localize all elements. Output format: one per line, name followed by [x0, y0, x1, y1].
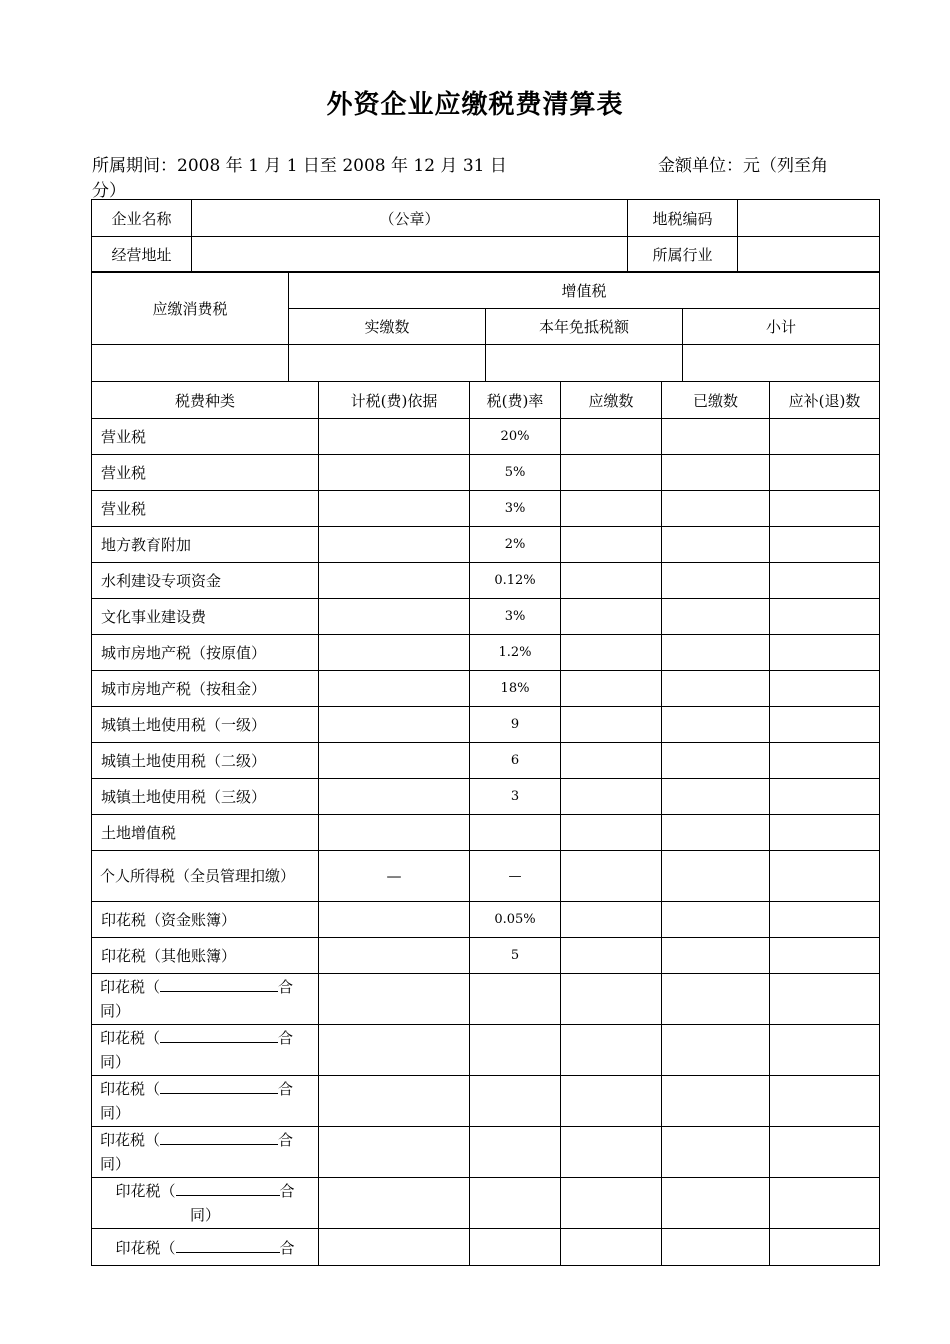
blank-line [160, 1130, 278, 1145]
subtotal-label: 小计 [683, 309, 880, 345]
balance-cell[interactable] [770, 491, 880, 527]
table-row [92, 743, 880, 779]
table-row [92, 1025, 880, 1076]
rate-cell[interactable]: 3% [470, 491, 561, 527]
balance-cell[interactable] [770, 974, 880, 1025]
payable-cell[interactable] [561, 707, 662, 743]
paid-cell[interactable] [662, 527, 770, 563]
stamp-prefix: 印花税（ [115, 1238, 176, 1257]
vat-table [91, 271, 880, 382]
consumption-tax-label: 应缴消费税 [92, 272, 289, 345]
table-row [92, 491, 880, 527]
paid-cell[interactable] [662, 1127, 770, 1178]
balance-cell[interactable] [770, 671, 880, 707]
rate-cell[interactable] [470, 1076, 561, 1127]
stamp-suffix: 合 [278, 1080, 294, 1098]
balance-cell[interactable] [770, 599, 880, 635]
column-header: 已缴数 [662, 382, 770, 419]
basis-cell[interactable] [319, 1025, 470, 1076]
consumption-tax-field[interactable] [92, 345, 289, 382]
stamp-prefix: 印花税（ [100, 1029, 161, 1047]
basis-cell[interactable] [319, 743, 470, 779]
payable-cell[interactable] [561, 938, 662, 974]
industry-label: 所属行业 [628, 237, 738, 273]
table-row [92, 419, 880, 455]
stamp-suffix-b: 同） [100, 1053, 131, 1071]
balance-cell[interactable] [770, 815, 880, 851]
payable-cell[interactable] [561, 563, 662, 599]
payable-cell[interactable] [561, 455, 662, 491]
stamp-tax-contract-cell[interactable] [92, 1229, 319, 1266]
basis-cell[interactable] [319, 563, 470, 599]
company-name-field[interactable]: （公章） [192, 200, 628, 237]
paid-cell[interactable] [662, 707, 770, 743]
balance-cell[interactable] [770, 779, 880, 815]
stamp-suffix: 合 [278, 1029, 294, 1047]
payable-cell[interactable] [561, 671, 662, 707]
tax-code-field[interactable] [738, 200, 880, 237]
balance-cell[interactable] [770, 1127, 880, 1178]
actual-paid-label: 实缴数 [289, 309, 486, 345]
paid-cell[interactable] [662, 974, 770, 1025]
tax-type-cell: 个人所得税（全员管理扣缴） [92, 851, 319, 902]
paid-cell[interactable] [662, 563, 770, 599]
basis-cell[interactable] [319, 779, 470, 815]
stamp-prefix: 印花税（ [100, 1080, 161, 1098]
basis-cell[interactable] [319, 902, 470, 938]
industry-field[interactable] [738, 237, 880, 273]
column-header: 计税(费)依据 [319, 382, 470, 419]
paid-cell[interactable] [662, 1178, 770, 1229]
tax-type-cell: 印花税（其他账簿） [92, 938, 319, 974]
rate-cell[interactable] [470, 1025, 561, 1076]
unit-text: 金额单位：元（列至角 [658, 156, 828, 176]
balance-cell[interactable] [770, 902, 880, 938]
tax-code-label: 地税编码 [628, 200, 738, 237]
rate-cell[interactable] [470, 815, 561, 851]
paid-cell[interactable] [662, 419, 770, 455]
payable-cell[interactable] [561, 419, 662, 455]
payable-cell[interactable] [561, 974, 662, 1025]
unit-text-cont: 分） [92, 181, 126, 201]
payable-cell[interactable] [561, 491, 662, 527]
page-title: 外资企业应缴税费清算表 [326, 90, 624, 120]
paid-cell[interactable] [662, 455, 770, 491]
tax-type-cell: 营业税 [92, 419, 319, 455]
rate-cell[interactable]: 3 [470, 779, 561, 815]
table-row [92, 779, 880, 815]
table-row [92, 851, 880, 902]
balance-cell[interactable] [770, 563, 880, 599]
tax-type-cell: 土地增值税 [92, 815, 319, 851]
actual-paid-field[interactable] [289, 345, 486, 382]
tax-detail-table [91, 381, 880, 1266]
tax-type-cell: 城市房地产税（按原值） [92, 635, 319, 671]
balance-cell[interactable] [770, 1229, 880, 1266]
rate-cell[interactable] [470, 974, 561, 1025]
rate-cell[interactable]: 18% [470, 671, 561, 707]
stamp-suffix-b: 同） [189, 1206, 220, 1224]
payable-cell[interactable] [561, 1025, 662, 1076]
tax-type-cell: 营业税 [92, 455, 319, 491]
table-row [92, 815, 880, 851]
paid-cell[interactable] [662, 1229, 770, 1266]
period-text: 所属期间：2008 年 1 月 1 日至 2008 年 12 月 31 日 [92, 156, 507, 176]
column-header: 税费种类 [92, 382, 319, 419]
paid-cell[interactable] [662, 1076, 770, 1127]
table-row [92, 1229, 880, 1266]
tax-type-cell: 地方教育附加 [92, 527, 319, 563]
table-row [92, 1127, 880, 1178]
paid-cell[interactable] [662, 671, 770, 707]
rate-cell[interactable] [470, 1127, 561, 1178]
paid-cell[interactable] [662, 938, 770, 974]
tax-type-cell: 城镇土地使用税（一级） [92, 707, 319, 743]
rate-cell[interactable]: 3% [470, 599, 561, 635]
table-row [92, 671, 880, 707]
basis-cell[interactable] [319, 527, 470, 563]
rate-cell[interactable]: 5 [470, 938, 561, 974]
blank-line [160, 977, 278, 992]
stamp-suffix: 合 [279, 1238, 295, 1257]
table-row [92, 902, 880, 938]
paid-cell[interactable] [662, 779, 770, 815]
stamp-prefix: 印花税（ [115, 1182, 176, 1200]
rate-cell[interactable] [470, 1229, 561, 1266]
balance-cell[interactable] [770, 707, 880, 743]
payable-cell[interactable] [561, 527, 662, 563]
rate-cell[interactable]: 5% [470, 455, 561, 491]
payable-cell[interactable] [561, 1178, 662, 1229]
info-table [91, 199, 880, 273]
table-row [92, 527, 880, 563]
column-header: 应缴数 [561, 382, 662, 419]
payable-cell[interactable] [561, 902, 662, 938]
table-row [92, 563, 880, 599]
payable-cell[interactable] [561, 743, 662, 779]
balance-cell[interactable] [770, 419, 880, 455]
rate-cell[interactable]: — [470, 851, 561, 902]
balance-cell[interactable] [770, 1025, 880, 1076]
table-row [92, 1178, 880, 1229]
company-name-label: 企业名称 [92, 200, 192, 237]
rate-cell[interactable]: 0.12% [470, 563, 561, 599]
stamp-tax-contract-cell[interactable] [92, 1178, 319, 1229]
tax-type-cell: 城市房地产税（按租金） [92, 671, 319, 707]
balance-cell[interactable] [770, 527, 880, 563]
basis-cell[interactable] [319, 707, 470, 743]
basis-cell[interactable] [319, 635, 470, 671]
balance-cell[interactable] [770, 938, 880, 974]
blank-line [176, 1238, 280, 1253]
basis-cell[interactable] [319, 1178, 470, 1229]
table-header-row [92, 382, 880, 419]
stamp-prefix: 印花税（ [100, 978, 161, 996]
address-field[interactable] [192, 237, 628, 273]
payable-cell[interactable] [561, 851, 662, 902]
stamp-suffix-b: 同） [100, 1104, 131, 1122]
rate-cell[interactable]: 9 [470, 707, 561, 743]
rate-cell[interactable]: 20% [470, 419, 561, 455]
basis-cell[interactable] [319, 599, 470, 635]
table-row [92, 635, 880, 671]
rate-cell[interactable] [470, 1178, 561, 1229]
tax-rows [92, 419, 880, 974]
blank-line [160, 1028, 278, 1043]
rate-cell[interactable]: 6 [470, 743, 561, 779]
payable-cell[interactable] [561, 1127, 662, 1178]
basis-cell[interactable] [319, 815, 470, 851]
paid-cell[interactable] [662, 599, 770, 635]
payable-cell[interactable] [561, 1076, 662, 1127]
tax-type-cell: 水利建设专项资金 [92, 563, 319, 599]
rate-cell[interactable]: 1.2% [470, 635, 561, 671]
balance-cell[interactable] [770, 851, 880, 902]
paid-cell[interactable] [662, 1025, 770, 1076]
balance-cell[interactable] [770, 635, 880, 671]
balance-cell[interactable] [770, 1178, 880, 1229]
paid-cell[interactable] [662, 902, 770, 938]
basis-cell[interactable] [319, 455, 470, 491]
exempt-amount-field[interactable] [486, 345, 683, 382]
table-row [92, 1076, 880, 1127]
stamp-suffix-b: 同） [100, 1002, 131, 1020]
payable-cell[interactable] [561, 779, 662, 815]
table-row [92, 599, 880, 635]
basis-cell[interactable] [319, 419, 470, 455]
tax-type-cell: 印花税（资金账簿） [92, 902, 319, 938]
table-row [92, 707, 880, 743]
basis-cell[interactable] [319, 1076, 470, 1127]
basis-cell[interactable]: — [319, 851, 470, 902]
exempt-amount-label: 本年免抵税额 [486, 309, 683, 345]
paid-cell[interactable] [662, 815, 770, 851]
paid-cell[interactable] [662, 635, 770, 671]
stamp-tax-contract-cell[interactable] [92, 974, 319, 1025]
address-label: 经营地址 [92, 237, 192, 273]
basis-cell[interactable] [319, 491, 470, 527]
stamp-suffix: 合 [278, 978, 294, 996]
vat-label: 增值税 [289, 272, 880, 309]
balance-cell[interactable] [770, 1076, 880, 1127]
stamp-rows [92, 974, 880, 1266]
basis-cell[interactable] [319, 938, 470, 974]
paid-cell[interactable] [662, 491, 770, 527]
payable-cell[interactable] [561, 635, 662, 671]
stamp-suffix: 合 [279, 1182, 295, 1200]
balance-cell[interactable] [770, 455, 880, 491]
column-header: 税(费)率 [470, 382, 561, 419]
tax-type-cell: 文化事业建设费 [92, 599, 319, 635]
blank-line [160, 1079, 278, 1094]
paid-cell[interactable] [662, 851, 770, 902]
stamp-suffix: 合 [278, 1131, 294, 1149]
tax-type-cell: 营业税 [92, 491, 319, 527]
table-row [92, 974, 880, 1025]
payable-cell[interactable] [561, 599, 662, 635]
stamp-prefix: 印花税（ [100, 1131, 161, 1149]
stamp-tax-contract-cell[interactable] [92, 1076, 319, 1127]
tax-type-cell: 城镇土地使用税（二级） [92, 743, 319, 779]
column-header: 应补(退)数 [770, 382, 880, 419]
rate-cell[interactable]: 2% [470, 527, 561, 563]
stamp-suffix-b: 同） [100, 1155, 131, 1173]
basis-cell[interactable] [319, 974, 470, 1025]
table-row [92, 938, 880, 974]
subtotal-field[interactable] [683, 345, 880, 382]
table-row [92, 455, 880, 491]
blank-line [176, 1181, 280, 1196]
paid-cell[interactable] [662, 743, 770, 779]
stamp-tax-contract-cell[interactable] [92, 1025, 319, 1076]
basis-cell[interactable] [319, 671, 470, 707]
basis-cell[interactable] [319, 1229, 470, 1266]
rate-cell[interactable]: 0.05% [470, 902, 561, 938]
payable-cell[interactable] [561, 815, 662, 851]
payable-cell[interactable] [561, 1229, 662, 1266]
tax-type-cell: 城镇土地使用税（三级） [92, 779, 319, 815]
basis-cell[interactable] [319, 1127, 470, 1178]
balance-cell[interactable] [770, 743, 880, 779]
stamp-tax-contract-cell[interactable] [92, 1127, 319, 1178]
